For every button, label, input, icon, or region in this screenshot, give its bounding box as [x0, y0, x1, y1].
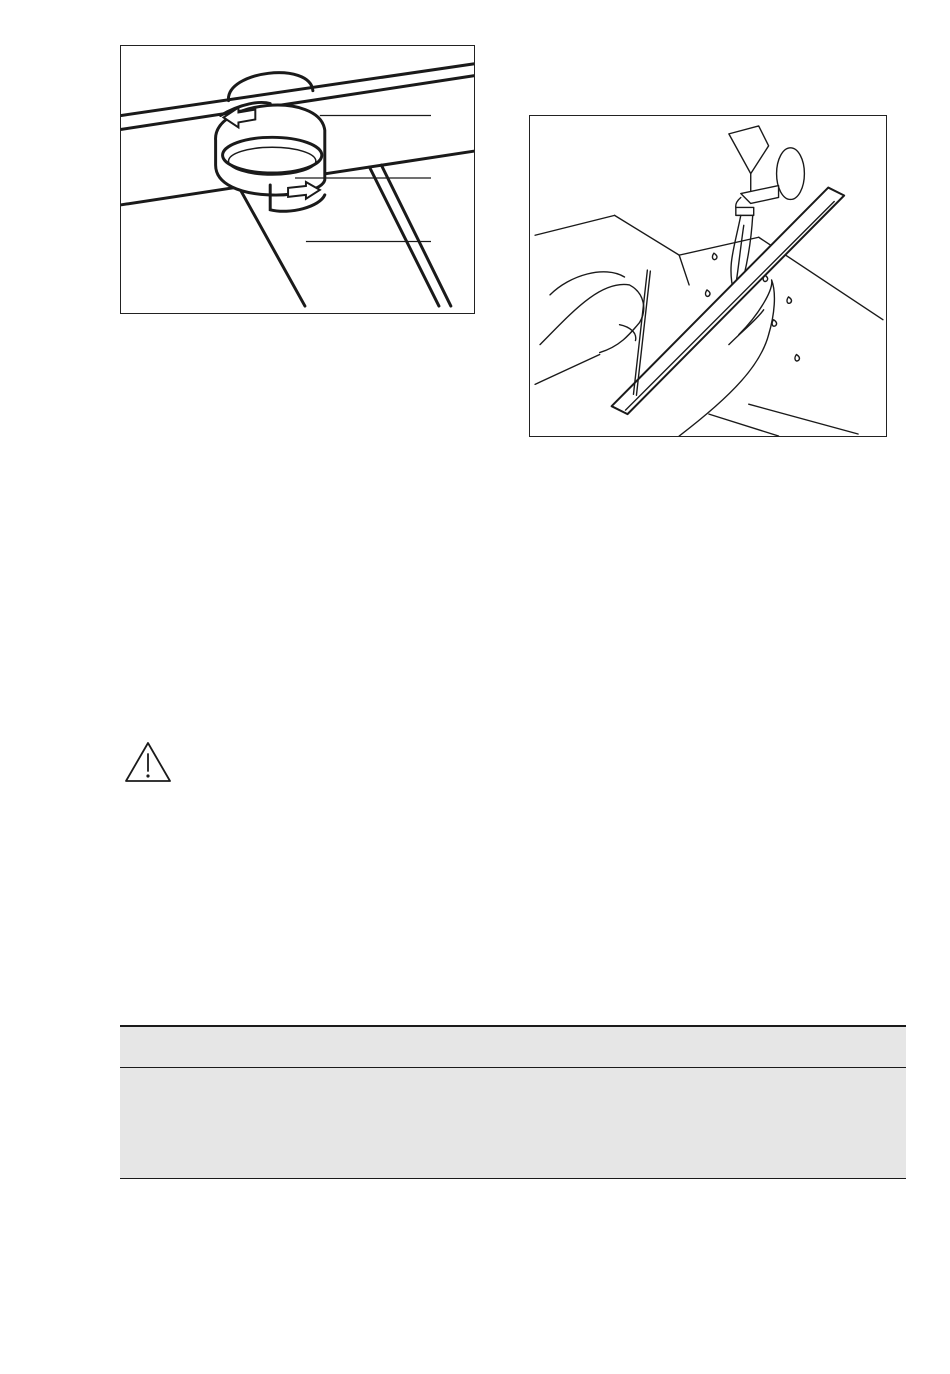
table-body-cell [120, 1068, 906, 1179]
spray-arm-rinse-figure [529, 115, 887, 437]
spray-arm-lock-figure [120, 45, 475, 314]
warning-triangle-icon [123, 740, 173, 784]
info-table [120, 1025, 906, 1179]
table-row [120, 1068, 906, 1179]
table-header-cell [120, 1026, 906, 1068]
spray-arm-rinse-illustration [530, 116, 886, 436]
table-header-row [120, 1026, 906, 1068]
spray-arm-lock-illustration [121, 46, 474, 313]
